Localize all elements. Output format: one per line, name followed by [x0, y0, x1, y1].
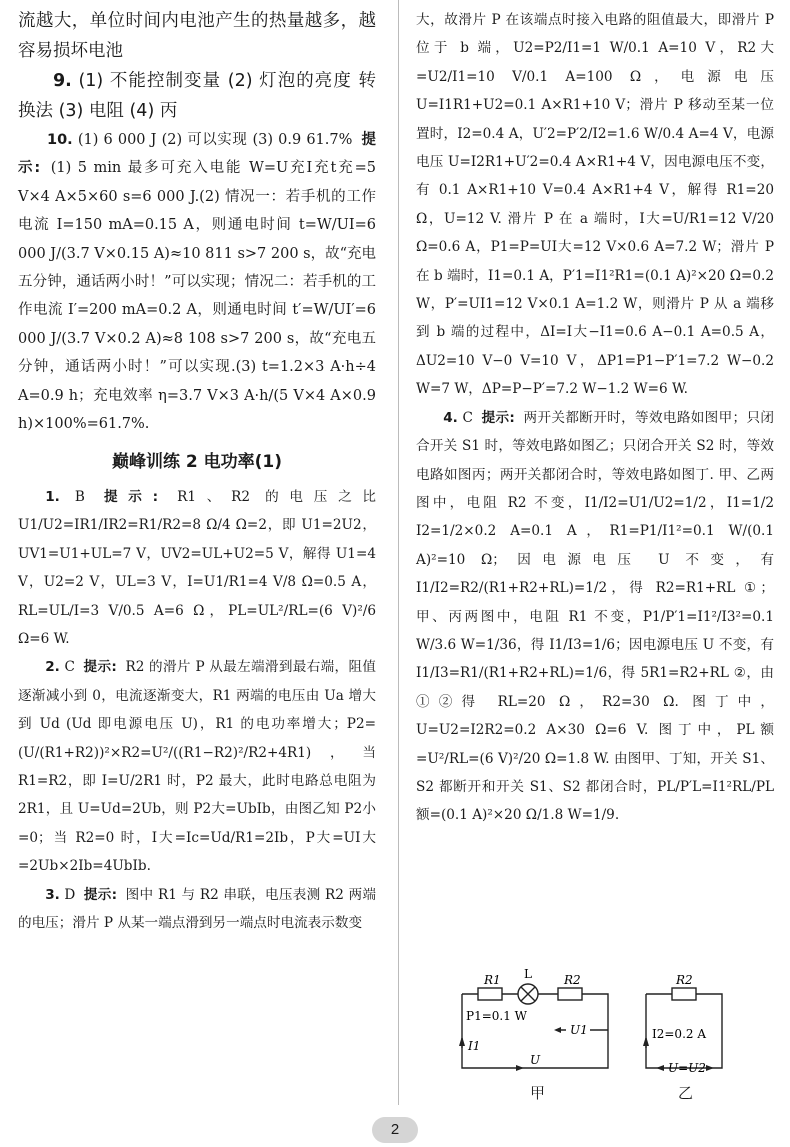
current-i2-label: I2=0.2 A [652, 1027, 706, 1041]
power-p1-label: P1=0.1 W [466, 1009, 527, 1023]
answer-choice: D [64, 886, 76, 903]
question-3-continued: 大，故滑片 P 在该端点时接入电路的阻值最大，即滑片 P 位于 b 端，U2=P2/I1=1 W/0.1 A=10 V，R2大=U2/I1=10 V/0.1 A=100 Ω，电源电压 U=I1R1+U2=0.1 A×R1+10 V；滑片 P 移动至某一位置时，I2=0.4 A，U′2=P′2/I2=1.6 W/0.4 A=4 V，电源电压 U=I2R1+U′2=0.4 A×R1+4 V，因电源电压不变，有 0.1 A×R1+10 V=0.4 A×R1+4 V，解得 R1=20 Ω，U=12 V. 滑片 P 在 a 端时，I大=U/R1=12 V/20 Ω=0.6 A，P1=P=UI大=12 V×0.6 A=7.2 W；滑片 P 在 b 端时，I1=0.1 A，P′1=I1²R1=(0.1 A)²×20 Ω=0.2 W，P′=UI1=12 V×0.1 A=1.2 W，则滑片 P 从 a 端移到 b 端的过程中，ΔI=I大−I1=0.6 A−0.1 A=0.5 A，ΔU2=10 V−0 V=10 V，ΔP1=P1−P′1=7.2 W−0.2 W=7 W，ΔP=P−P′=7.2 W−1.2 W=6 W. [416, 12, 774, 398]
answer-choice: C [64, 659, 75, 676]
question-1 [18, 483, 376, 653]
hint-label: 提示: [481, 409, 515, 426]
hint-text: 图中 R1 与 R2 串联，电压表测 R2 两端的电压；滑片 P 从某一端点滑到另一端点时电流表示数变 [18, 886, 376, 931]
question-4 [416, 404, 774, 830]
r2-label: R2 [676, 973, 693, 987]
circuit-diagram-b [640, 968, 736, 1080]
hint-label: 提示: [83, 659, 117, 676]
answer-choice: C [462, 409, 473, 426]
intro-text: 流越大，单位时间内电池产生的热量越多，越容易损坏电池 [18, 11, 376, 61]
resistor-r1-symbol [478, 988, 502, 1000]
hint-text: 两开关都断开时，等效电路如图甲；只闭合开关 S1 时，等效电路如图乙；只闭合开关 S2 时，等效电路如图丙；两开关都闭合时，等效电路如图丁. 甲、乙两图中，电阻 R2 不变，I1/I2=U1/U2=1/2，I1=1/2 I2=1/2×0.2 A=0.1 A，R1=P1/I1²=0.1 W/(0.1 A)²=10 Ω；因电源电压 U 不变，有 I1/I2=R2/(R1+R2+RL)=1/2，得 R2=R1+RL ①；甲、丙两图中，电阻 R1 不变，P1/P′1=I1²/I3²=0.1 W/3.6 W=1/36，得 I1/I3=1/6；因电源电压 U 不变，有 I1/I3=R1/(R1+R2+RL)=1/6，得 5R1=R2+RL ②，由①②得 RL=20 Ω，R2=30 Ω. 图丁中，U=U2=I2R2=0.2 A×30 Ω=6 V. 图丁中，PL额=U²/RL=(6 V)²/20 Ω=1.8 W. 由图甲、丁知，开关 S1、S2 都断开和开关 S1、S2 都闭合时，PL/P′L=I1²RL/PL额=(0.1 A)²×20 Ω/1.8 W=1/9. [416, 409, 775, 824]
question-3 [18, 881, 376, 938]
resistor-r2-symbol [672, 988, 696, 1000]
question-number: 4. [443, 409, 458, 426]
page-number: 2 [372, 1117, 418, 1143]
left-column [18, 6, 376, 937]
diagram-a-caption: 甲 [530, 1084, 546, 1102]
column-divider [398, 0, 399, 1105]
hint-label: 提示: [103, 488, 159, 505]
r1-label: R1 [484, 973, 501, 987]
question-10 [18, 126, 376, 438]
voltage-u-label: U=U2 [668, 1061, 706, 1075]
right-column [416, 6, 774, 830]
hint-label: 提示: [83, 886, 118, 903]
answer-text: (1) 6 000 J (2) 可以实现 (3) 0.9 61.7% [77, 132, 353, 148]
hint-text: R1、R2 的电压之比 U1/U2=IR1/IR2=R1/R2=8 Ω/4 Ω=2，即 U1=2U2，UV1=U1+UL=7 V，UV2=UL+U2=5 V，解得 U1=4 V，U2=2 V，UL=3 V，I=U1/R1=4 V/8 Ω=0.5 A，RL=UL/I=3 V/0.5 A=6 Ω，PL=UL²/RL=(6 V)²/6 Ω=6 W. [18, 488, 377, 647]
question-number: 2. [45, 659, 60, 676]
resistor-r2-symbol [558, 988, 582, 1000]
question-number: 10. [47, 132, 73, 148]
u-label: U [530, 1053, 541, 1067]
u1-label: U1 [570, 1023, 588, 1037]
lamp-label: L [524, 968, 532, 981]
hint-text: R2 的滑片 P 从最左端滑到最右端，阻值逐渐减小到 0，电流逐渐变大，R1 两端的电压由 Ua 增大到 Ud (Ud 即电源电压 U)，R1 的电功率增大；P2=(U/(R1+R2))²×R2=U²/((R1−R2)²/R2+4R1)，当 R1=R2，即 I=U/2R1 时，P2 最大，此时电路总电阻为 2R1，且 U=Ud=2Ub，则 P2大=UbIb，由图乙知 P2小=0；当 R2=0 时，I大=Ic=Ud/R1=2Ib，P大=UI大=2Ub×2Ib=4UbIb. [18, 659, 376, 875]
r2-label: R2 [564, 973, 581, 987]
diagram-b-caption: 乙 [678, 1084, 694, 1102]
question-number: 1. [45, 488, 60, 505]
question-number: 9. [53, 71, 72, 91]
answer-choice: B [74, 488, 85, 505]
hint-text: (1) 5 min 最多可充入电能 W=U充I充t充=5 V×4 A×5×60 s=6 000 J.(2) 情况一：若手机的工作电流 I=150 mA=0.15 A，则通电时间 t=W/UI=6 000 J/(3.7 V×0.15 A)≈10 811 s>7 200 s，故“充电五分钟，通话两小时！”可以实现；情况二：若手机的工作电流 I′=200 mA=0.2 A，则通电时间 t′=W/UI′=6 000 J/(3.7 V×0.2 A)≈8 108 s>7 200 s，故“充电五分钟，通话两小时！”可以实现.(3) t=1.2×3 A·h÷4 A=0.9 h；充电效率 η=3.7 V×3 A·h/(5 V×4 A×0.9 h)×100%=61.7%. [18, 160, 377, 433]
section-title: 巅峰训练 2 电功率(1) [111, 452, 283, 473]
question-2 [18, 653, 376, 880]
answer-text: (1) 不能控制变量 (2) 灯泡的亮度 转换法 (3) 电阻 (4) 丙 [18, 71, 376, 121]
circuit-diagram-a [458, 968, 618, 1080]
question-9 [18, 66, 376, 126]
i1-label: I1 [468, 1039, 481, 1053]
question-number: 3. [45, 886, 60, 903]
hint-label: 提示: [18, 132, 377, 177]
